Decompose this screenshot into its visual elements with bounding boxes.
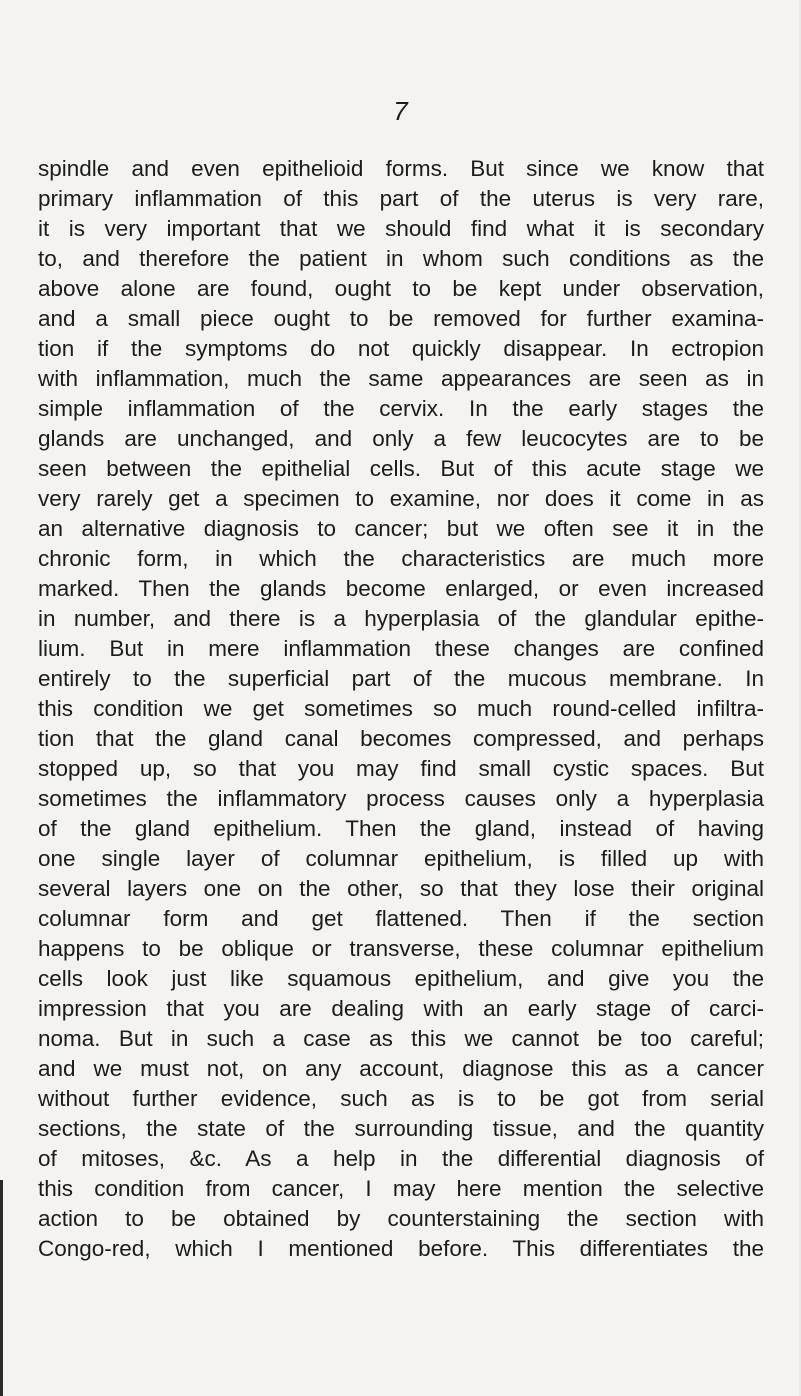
text-line: tion that the gland canal becomes compressed, and perhaps (38, 726, 764, 751)
text-line: and we must not, on any account, diagnose this as a cancer (38, 1056, 764, 1081)
text-line: one single layer of columnar epithelium, is filled up with (38, 846, 764, 871)
text-line: chronic form, in which the characteristics are much more (38, 546, 764, 571)
text-line: very rarely get a specimen to examine, nor does it come in as (38, 486, 764, 511)
text-line: action to be obtained by counterstaining the section with (38, 1206, 764, 1231)
text-line: above alone are found, ought to be kept under observation, (38, 276, 764, 301)
text-line: without further evidence, such as is to be got from serial (38, 1086, 764, 1111)
text-line: spindle and even epithelioid forms. But since we know that (38, 156, 764, 181)
text-line: Congo-red, which I mentioned before. This differentiates the (38, 1236, 764, 1261)
text-line: and a small piece ought to be removed for further examina- (38, 306, 764, 331)
text-line: cells look just like squamous epithelium, and give you the (38, 966, 764, 991)
text-line: several layers one on the other, so that they lose their original (38, 876, 764, 901)
text-line: noma. But in such a case as this we cannot be too careful; (38, 1026, 764, 1051)
text-line: primary inflammation of this part of the uterus is very rare, (38, 186, 764, 211)
text-line: lium. But in mere inflammation these changes are confined (38, 636, 764, 661)
text-line: with inflammation, much the same appearances are seen as in (38, 366, 764, 391)
text-line: it is very important that we should find what it is secondary (38, 216, 764, 241)
text-line: stopped up, so that you may find small cystic spaces. But (38, 756, 764, 781)
text-line: this condition from cancer, I may here mention the selective (38, 1176, 764, 1201)
text-line: simple inflammation of the cervix. In the early stages the (38, 396, 764, 421)
text-line: columnar form and get flattened. Then if the section (38, 906, 764, 931)
text-line: an alternative diagnosis to cancer; but we often see it in the (38, 516, 764, 541)
text-line: glands are unchanged, and only a few leucocytes are to be (38, 426, 764, 451)
text-line: of the gland epithelium. Then the gland, instead of having (38, 816, 764, 841)
text-line: this condition we get sometimes so much round-celled infiltra- (38, 696, 764, 721)
text-line: happens to be oblique or transverse, these columnar epithelium (38, 936, 764, 961)
text-line: marked. Then the glands become enlarged, or even increased (38, 576, 764, 601)
text-line: to, and therefore the patient in whom such conditions as the (38, 246, 764, 271)
text-line: in number, and there is a hyperplasia of the glandular epithe- (38, 606, 764, 631)
scan-edge-shadow (0, 1180, 3, 1396)
text-line: entirely to the superficial part of the mucous membrane. In (38, 666, 764, 691)
text-line: of mitoses, &c. As a help in the differential diagnosis of (38, 1146, 764, 1171)
text-line: impression that you are dealing with an early stage of carci- (38, 996, 764, 1021)
text-line: tion if the symptoms do not quickly disappear. In ectropion (38, 336, 764, 361)
page-number: 7 (393, 96, 408, 126)
text-line: sometimes the inflammatory process causes only a hyperplasia (38, 786, 764, 811)
text-line: sections, the state of the surrounding tissue, and the quantity (38, 1116, 764, 1141)
text-line: seen between the epithelial cells. But of this acute stage we (38, 456, 764, 481)
